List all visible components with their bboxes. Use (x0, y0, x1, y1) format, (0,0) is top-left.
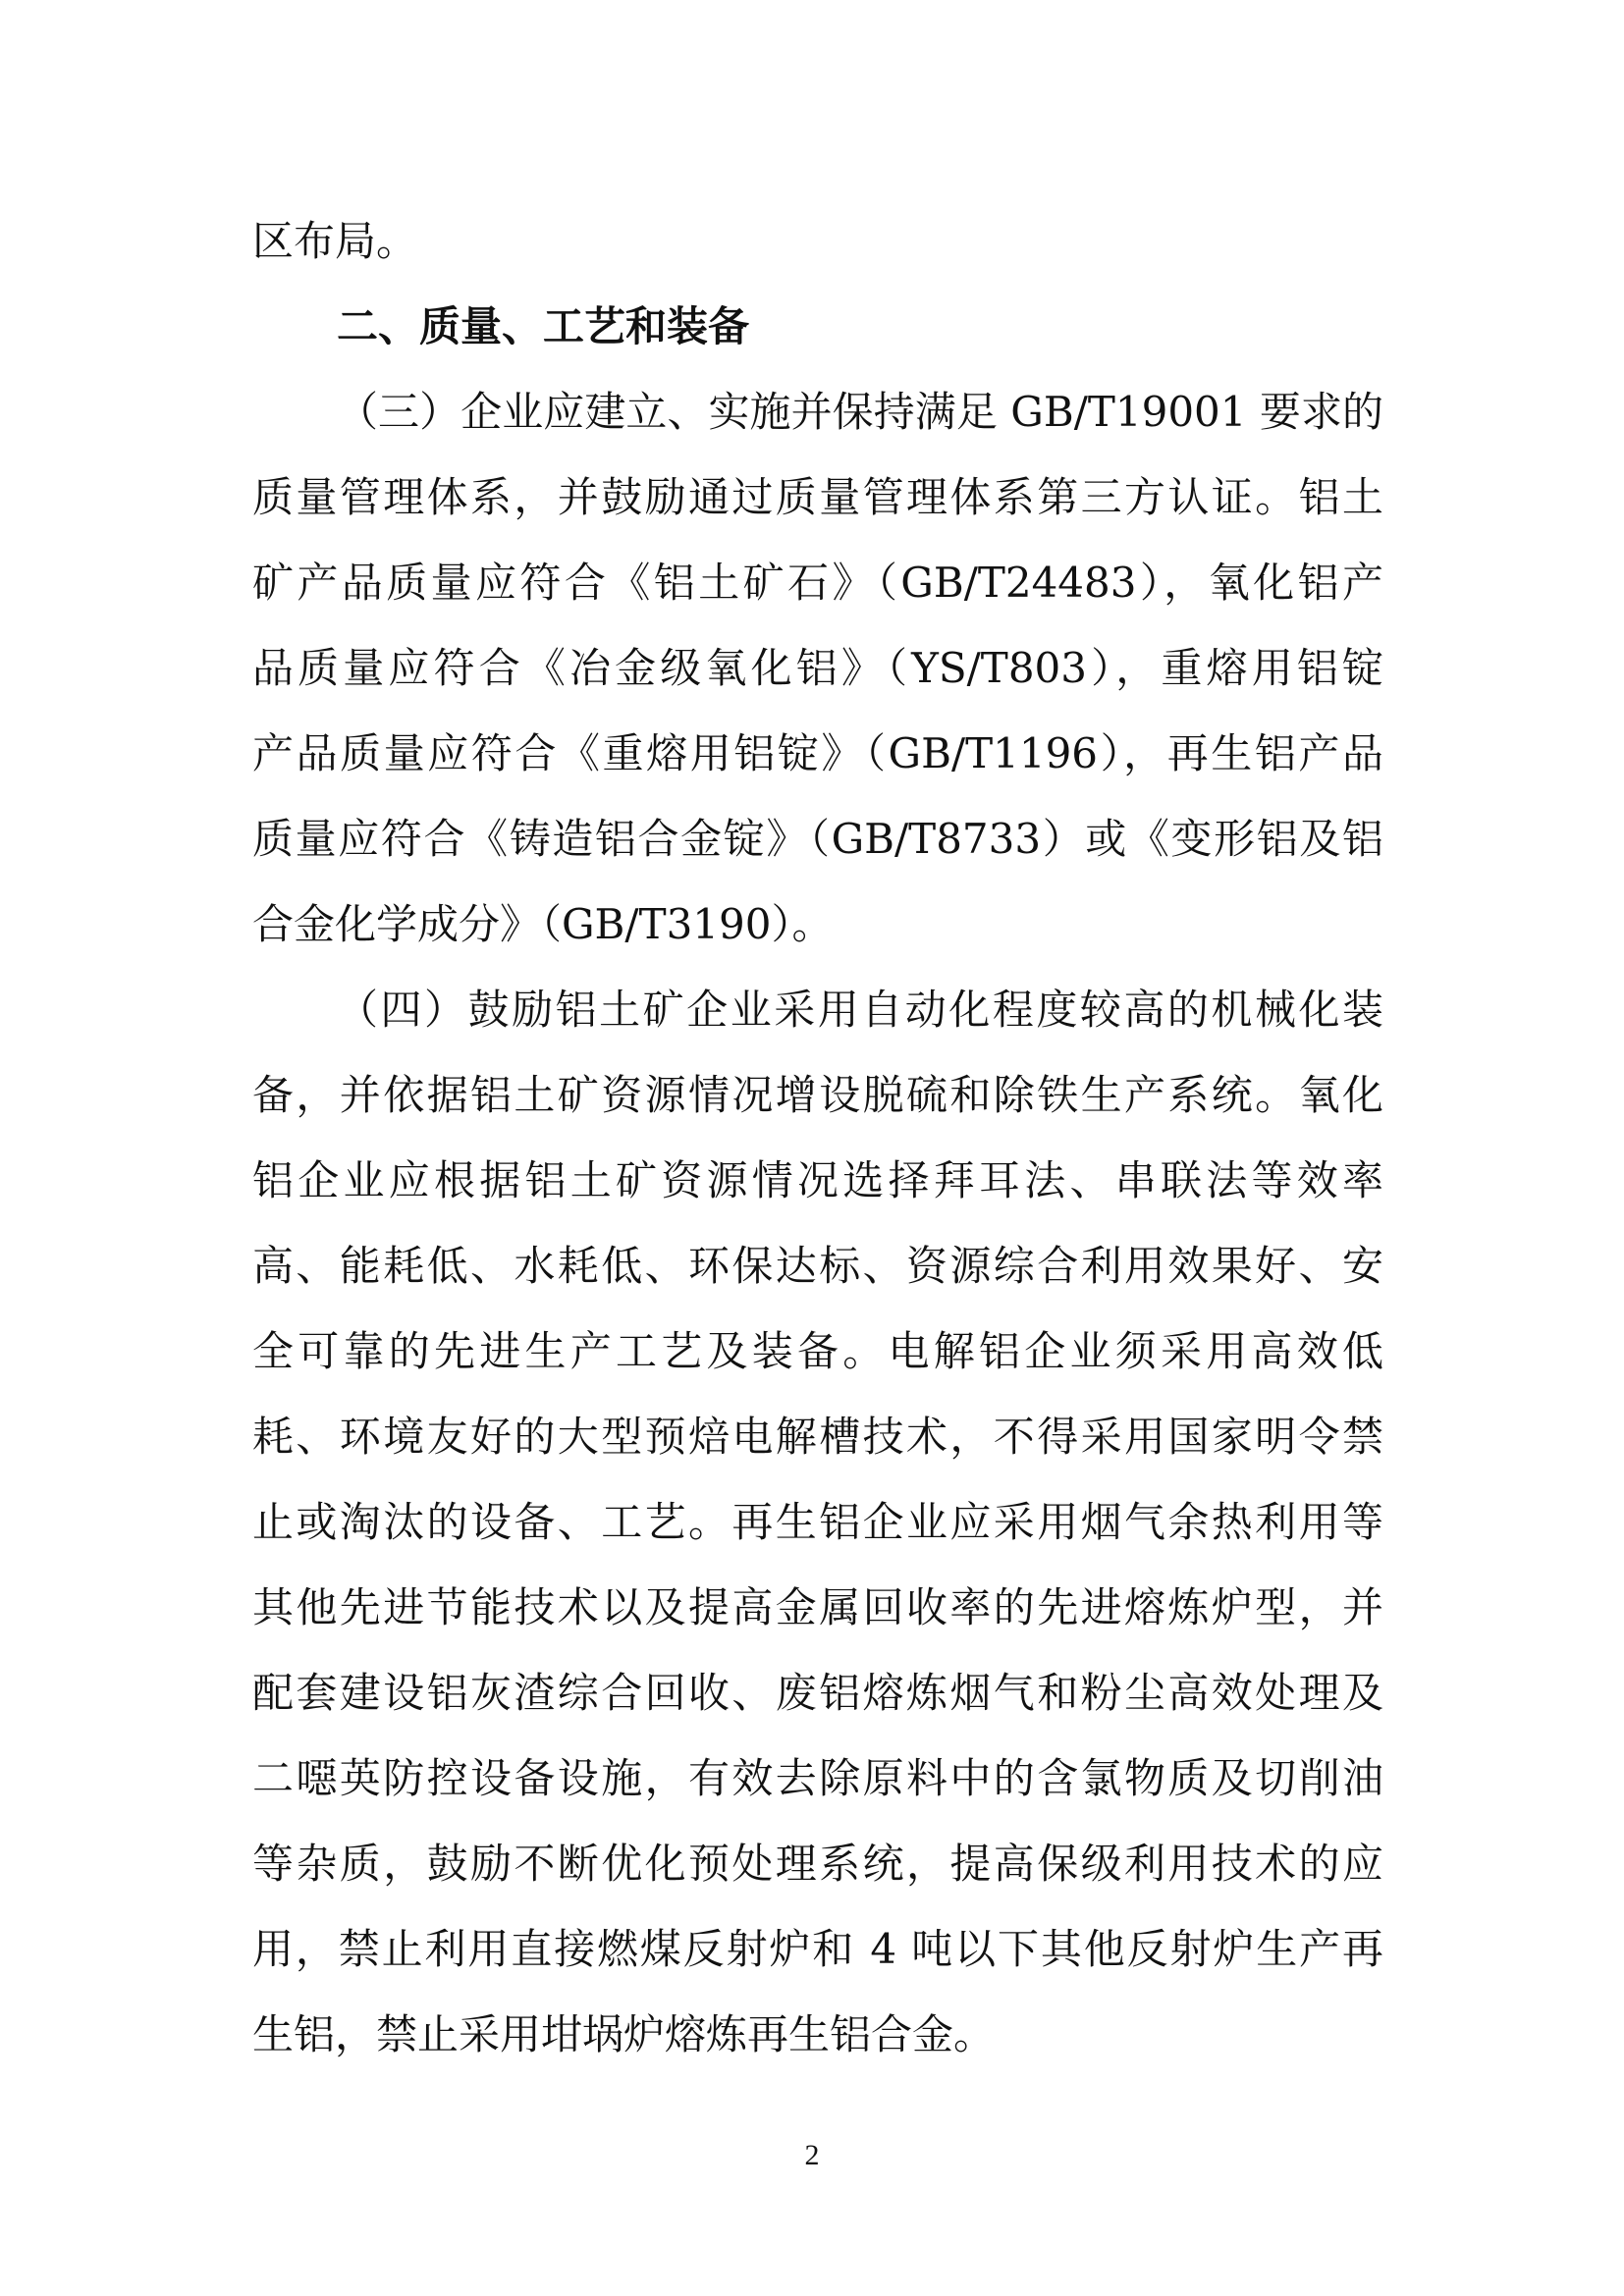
paragraph-line: 矿产品质量应符合《铝土矿石》（GB/T24483），氧化铝产 (252, 559, 1383, 607)
paragraph-line: 止或淘汰的设备、工艺。再生铝企业应采用烟气余热利用等 (252, 1498, 1383, 1546)
paragraph-line: 耗、环境友好的大型预焙电解槽技术，不得采用国家明令禁 (252, 1413, 1383, 1461)
page-number: 2 (804, 2139, 820, 2171)
paragraph-line: 区布局。 (252, 217, 418, 265)
paragraph-line: （三）企业应建立、实施并保持满足 GB/T19001 要求的 (337, 388, 1383, 436)
paragraph-line: 质量应符合《铸造铝合金锭》（GB/T8733）或《变形铝及铝 (252, 815, 1383, 863)
paragraph-line: （四）鼓励铝土矿企业采用自动化程度较高的机械化装 (337, 986, 1383, 1034)
paragraph-line: 用，禁止利用直接燃煤反射炉和 4 吨以下其他反射炉生产再 (252, 1925, 1383, 1973)
paragraph-line: 产品质量应符合《重熔用铝锭》（GB/T1196），再生铝产品 (252, 729, 1383, 777)
paragraph-line: 铝企业应根据铝土矿资源情况选择拜耳法、串联法等效率 (252, 1156, 1383, 1204)
paragraph-line: 生铝，禁止采用坩埚炉熔炼再生铝合金。 (252, 2010, 996, 2058)
paragraph-line: 等杂质，鼓励不断优化预处理系统，提高保级利用技术的应 (252, 1840, 1383, 1888)
section-heading: 二、质量、工艺和装备 (337, 302, 750, 350)
paragraph-line: 高、能耗低、水耗低、环保达标、资源综合利用效果好、安 (252, 1242, 1383, 1290)
paragraph-line: 全可靠的先进生产工艺及装备。电解铝企业须采用高效低 (252, 1327, 1383, 1375)
paragraph-line: 品质量应符合《冶金级氧化铝》（YS/T803），重熔用铝锭 (252, 644, 1383, 692)
paragraph-line: 其他先进节能技术以及提高金属回收率的先进熔炼炉型，并 (252, 1583, 1383, 1631)
paragraph-line: 质量管理体系，并鼓励通过质量管理体系第三方认证。铝土 (252, 473, 1383, 521)
paragraph-line: 二噁英防控设备设施，有效去除原料中的含氯物质及切削油 (252, 1754, 1383, 1802)
paragraph-line: 备，并依据铝土矿资源情况增设脱硫和除铁生产系统。氧化 (252, 1071, 1383, 1119)
paragraph-line: 合金化学成分》（GB/T3190）。 (252, 900, 834, 948)
paragraph-line: 配套建设铝灰渣综合回收、废铝熔炼烟气和粉尘高效处理及 (252, 1669, 1383, 1717)
